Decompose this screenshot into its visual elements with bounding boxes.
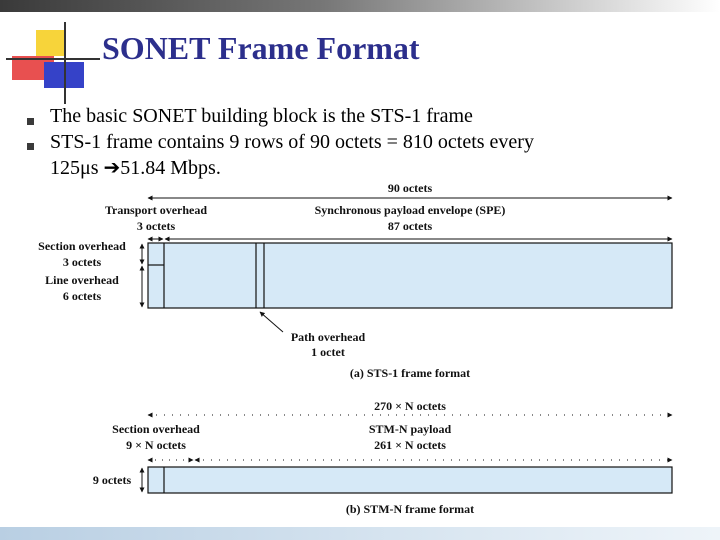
section-overhead-size: 3 octets xyxy=(62,255,102,269)
stm-payload-size: 261 × N octets xyxy=(374,438,446,452)
line-overhead-label: Line overhead xyxy=(45,273,119,287)
spe-label: Synchronous payload envelope (SPE) xyxy=(314,203,506,217)
bottom-gradient-bar xyxy=(0,527,720,540)
section-overhead-label: Section overhead xyxy=(38,239,126,253)
bullet-text-1: The basic SONET building block is the STS-1 frame xyxy=(50,105,473,127)
stm-height-label: 9 octets xyxy=(92,473,132,487)
spe-size: 87 octets xyxy=(387,219,433,233)
path-overhead-label: Path overhead xyxy=(290,330,366,344)
stm-section-overhead-label: Section overhead xyxy=(112,422,200,436)
path-overhead-pointer xyxy=(260,312,283,332)
stm-section-overhead-size: 9 × N octets xyxy=(126,438,186,452)
stm-payload-label: STM-N payload xyxy=(368,422,452,436)
bullet-text-2: STS-1 frame contains 9 rows of 90 octets = 810 octets every xyxy=(50,131,534,153)
caption-b: (b) STM-N frame format xyxy=(345,502,475,516)
stmn-frame xyxy=(148,467,672,493)
path-overhead-size: 1 octet xyxy=(311,345,345,359)
slide-title: SONET Frame Format xyxy=(102,30,420,66)
width-270n-label: 270 × N octets xyxy=(374,399,446,413)
caption-a: (a) STS-1 frame format xyxy=(349,366,471,380)
transport-overhead-size: 3 octets xyxy=(136,219,176,233)
width-90-label: 90 octets xyxy=(387,181,433,195)
line-overhead-size: 6 octets xyxy=(62,289,102,303)
transport-overhead-label: Transport overhead xyxy=(104,203,208,217)
sts1-frame xyxy=(148,243,672,308)
bullet-text-3: 125μs ➔51.84 Mbps. xyxy=(50,157,221,179)
